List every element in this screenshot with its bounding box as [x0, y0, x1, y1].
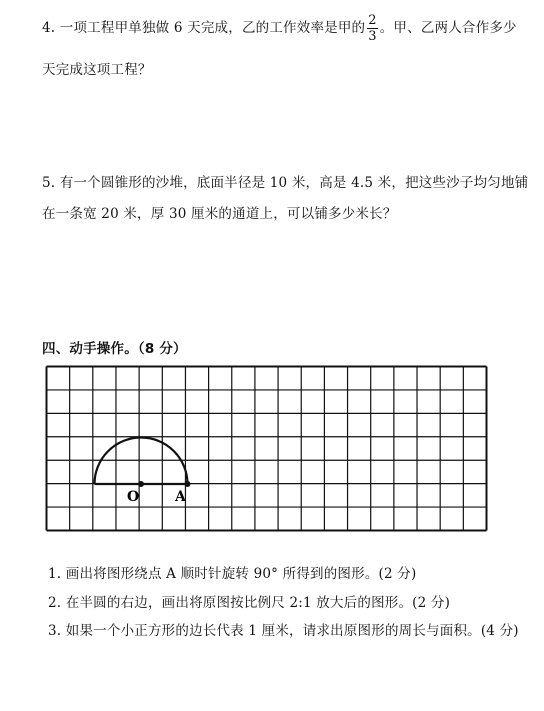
point-o-label: O: [127, 489, 140, 505]
fraction-numerator: 2: [368, 13, 377, 28]
task-3: 3. 如果一个小正方形的边长代表 1 厘米，请求出原图形的周长与面积。(4 分): [48, 623, 519, 639]
grid-figure: [45, 365, 489, 537]
q4-line1: [42, 14, 517, 43]
q4-line2: 天完成这项工程？: [42, 62, 152, 78]
grid-svg: [45, 365, 489, 533]
q5-line2: 在一条宽 20 米，厚 30 厘米的通道上，可以铺多少米长？: [42, 206, 397, 222]
q4-text-before: 4. 一项工程甲单独做 6 天完成，乙的工作效率是甲的: [42, 20, 366, 36]
point-a-dot: [185, 481, 191, 487]
point-o-dot: [138, 481, 144, 487]
task-1: 1. 画出将图形绕点 A 顺时针旋转 90° 所得到的图形。(2 分): [48, 566, 417, 582]
task-2: 2. 在半圆的右边，画出将原图按比例尺 2:1 放大后的图形。(2 分): [48, 595, 451, 611]
point-a-label: A: [175, 489, 186, 505]
q4-text-after: 。甲、乙两人合作多少: [379, 20, 517, 36]
q5-line1: 5. 有一个圆锥形的沙堆，底面半径是 10 米，高是 4.5 米，把这些沙子均匀地铺: [42, 175, 529, 191]
fraction-denominator: 3: [368, 29, 377, 44]
fraction-two-thirds: [367, 14, 377, 43]
section-title: 四、动手操作。（8 分）: [42, 341, 187, 357]
